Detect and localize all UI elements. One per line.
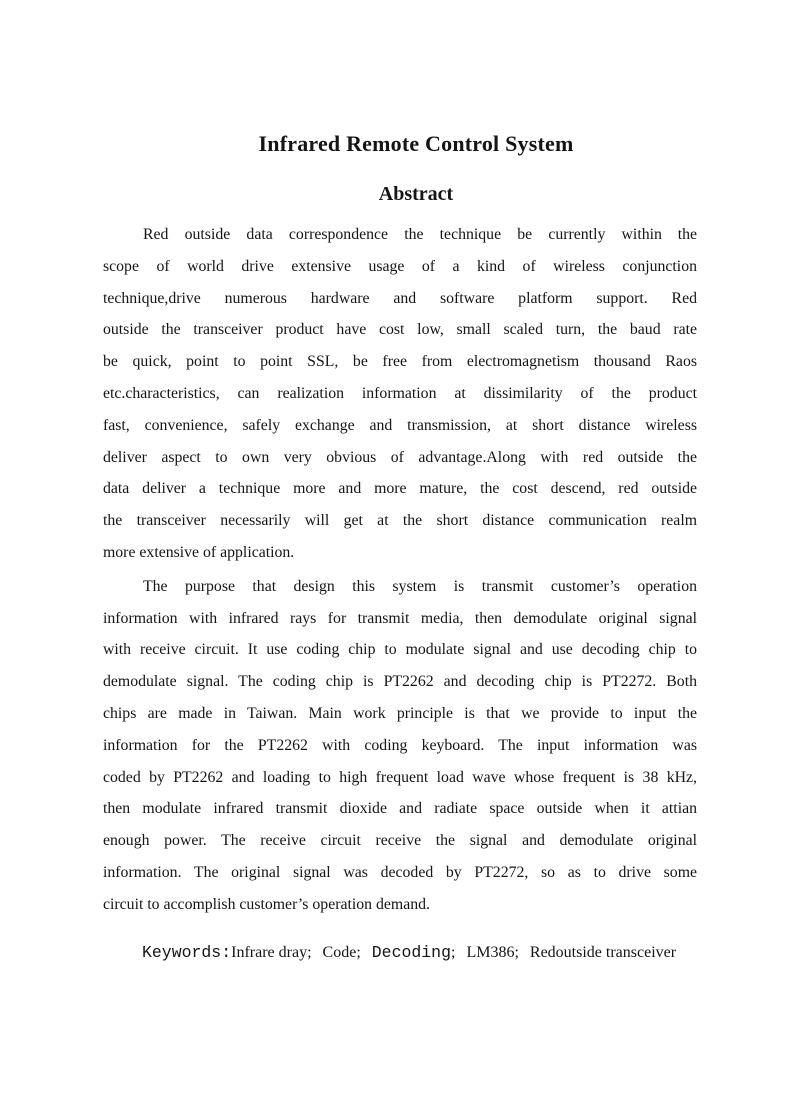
- text-line: outside the transceiver product have cost low, small scaled turn, the baud rate: [103, 321, 697, 339]
- keyword-item: Code: [322, 943, 357, 961]
- text-line: demodulate signal. The coding chip is PT2262 and decoding chip is PT2272. Both: [103, 673, 697, 691]
- text-line: be quick, point to point SSL, be free from electromagnetism thousand Raos: [103, 353, 697, 371]
- text-line: information for the PT2262 with coding keyboard. The input information was: [103, 736, 697, 754]
- keyword-item: Decoding: [371, 942, 451, 962]
- text-line: technique,drive numerous hardware and software platform support. Red: [103, 289, 697, 307]
- text-line: information. The original signal was decoded by PT2272, so as to drive some: [103, 863, 697, 881]
- text-line: The purpose that design this system is transmit customer’s operation: [143, 577, 697, 595]
- keyword-item: LM386: [466, 943, 515, 961]
- keyword-item: Redoutside transceiver: [529, 943, 677, 961]
- keyword-separator: ;: [450, 943, 457, 961]
- keyword-separator: ;: [307, 943, 313, 961]
- keyword-separator: ;: [514, 943, 520, 961]
- abstract-paragraph-2: [103, 571, 697, 921]
- text-line: more extensive of application.: [103, 543, 295, 561]
- text-line: circuit to accomplish customer’s operation demand.: [103, 895, 430, 913]
- abstract-paragraph-1: [103, 219, 697, 569]
- text-line: fast, convenience, safely exchange and transmission, at short distance wireless: [103, 416, 697, 434]
- text-line: enough power. The receive circuit receive the signal and demodulate original: [103, 832, 697, 850]
- text-line: the transceiver necessarily will get at the short distance communication realm: [103, 512, 697, 530]
- text-line: deliver aspect to own very obvious of advantage.Along with red outside the: [103, 448, 697, 466]
- text-line: information with infrared rays for transmit media, then demodulate original signal: [103, 609, 697, 627]
- text-line: then modulate infrared transmit dioxide and radiate space outside when it attian: [103, 800, 697, 818]
- text-line: Red outside data correspondence the technique be currently within the: [143, 226, 697, 243]
- text-line: coded by PT2262 and loading to high frequent load wave whose frequent is 38 kHz,: [103, 768, 697, 786]
- document-title: Infrared Remote Control System: [258, 131, 574, 156]
- text-line: with receive circuit. It use coding chip to modulate signal and use decoding chip to: [103, 641, 697, 659]
- keyword-separator: ;: [356, 943, 362, 961]
- text-line: data deliver a technique more and more mature, the cost descend, red outside: [103, 480, 697, 498]
- abstract-heading: Abstract: [378, 183, 454, 205]
- keyword-item: Infrare dray: [231, 943, 308, 961]
- text-line: etc.characteristics, can realization information at dissimilarity of the product: [103, 384, 697, 402]
- text-line: chips are made in Taiwan. Main work principle is that we provide to input the: [103, 704, 697, 722]
- keywords-line: [142, 937, 697, 969]
- keywords-label: Keywords:: [142, 942, 232, 962]
- text-line: scope of world drive extensive usage of a kind of wireless conjunction: [103, 257, 697, 275]
